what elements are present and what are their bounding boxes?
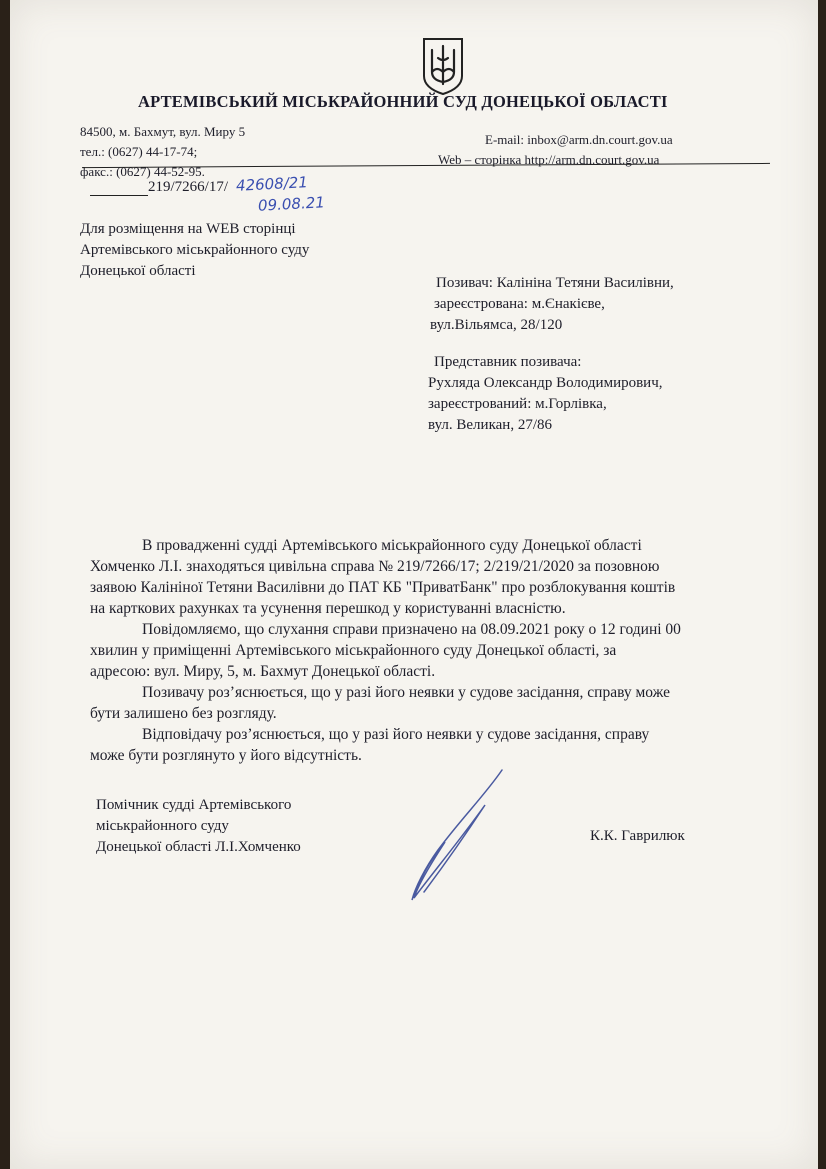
body-line: Позивачу роз’яснюється, що у разі його неявки у судове засідання, справу може (142, 684, 671, 701)
body-line: на карткових рахунках та усунення перешкод у користуванні власністю. (90, 600, 566, 617)
body-line: бути залишено без розгляду. (90, 705, 277, 722)
signatory-title-line: Донецької області Л.І.Хомченко (96, 839, 301, 855)
plaintiff-line: зареєстрована: м.Єнакієве, (434, 296, 605, 312)
signer-name: К.К. Гаврилюк (590, 828, 685, 844)
body-line: адресою: вул. Миру, 5, м. Бахмут Донецької області. (90, 663, 436, 680)
body-line: Хомченко Л.І. знаходяться цивільна справа № 219/7266/17; 2/219/21/2020 за позовною (90, 558, 660, 575)
registration-number-text: 219/7266/17 (148, 179, 224, 195)
handwritten-signature (390, 760, 520, 910)
court-website: Web – сторінка http://arm.dn.court.gov.ua (438, 152, 660, 167)
body-line: заявою Калініної Тетяни Василівни до ПАТ КБ "ПриватБанк" про розблокування коштів (90, 579, 676, 596)
document-page (10, 0, 818, 1169)
plaintiff-line: вул.Вільямса, 28/120 (430, 317, 563, 333)
court-fax: факс.: (0627) 44-52-95. (80, 164, 205, 179)
publication-note-line: Донецької області (80, 263, 196, 279)
body-line: В провадженні судді Артемівського міськрайонного суду Донецької області (142, 537, 642, 554)
representative-line: зареєстрований: м.Горлівка, (428, 396, 607, 412)
trident-coat-of-arms-icon (421, 36, 465, 96)
signatory-title-line: міськрайонного суду (96, 818, 229, 834)
court-email: E-mail: inbox@arm.dn.court.gov.ua (485, 132, 673, 147)
court-address: 84500, м. Бахмут, вул. Миру 5 (80, 124, 246, 139)
registration-blank (90, 195, 148, 196)
registration-number: 219/7266/17/ (90, 179, 228, 196)
court-name-heading: АРТЕМІВСЬКИЙ МІСЬКРАЙОННИЙ СУД ДОНЕЦЬКОЇ ОБЛАСТІ (138, 92, 668, 111)
plaintiff-line: Позивач: Калініна Тетяни Василівни, (436, 275, 674, 291)
representative-line: Рухляда Олександр Володимирович, (428, 375, 663, 391)
handwritten-outgoing-number: 42608/21 (235, 173, 309, 195)
representative-line: вул. Великан, 27/86 (428, 417, 552, 433)
publication-note-line: Артемівського міськрайонного суду (80, 242, 310, 258)
publication-note-line: Для розміщення на WEB сторінці (80, 221, 296, 237)
body-line: може бути розглянуто у його відсутність. (90, 747, 362, 764)
body-line: Відповідачу роз’яснюється, що у разі його неявки у судове засідання, справу (142, 726, 650, 743)
signatory-title-line: Помічник судді Артемівського (96, 797, 292, 813)
body-line: хвилин у приміщенні Артемівського міськрайонного суду Донецької області, за (90, 642, 617, 659)
court-phone: тел.: (0627) 44-17-74; (80, 144, 198, 159)
representative-line: Представник позивача: (434, 354, 582, 370)
body-line: Повідомляємо, що слухання справи призначено на 08.09.2021 року о 12 годині 00 (142, 621, 681, 638)
handwritten-date: 09.08.21 (257, 193, 326, 215)
